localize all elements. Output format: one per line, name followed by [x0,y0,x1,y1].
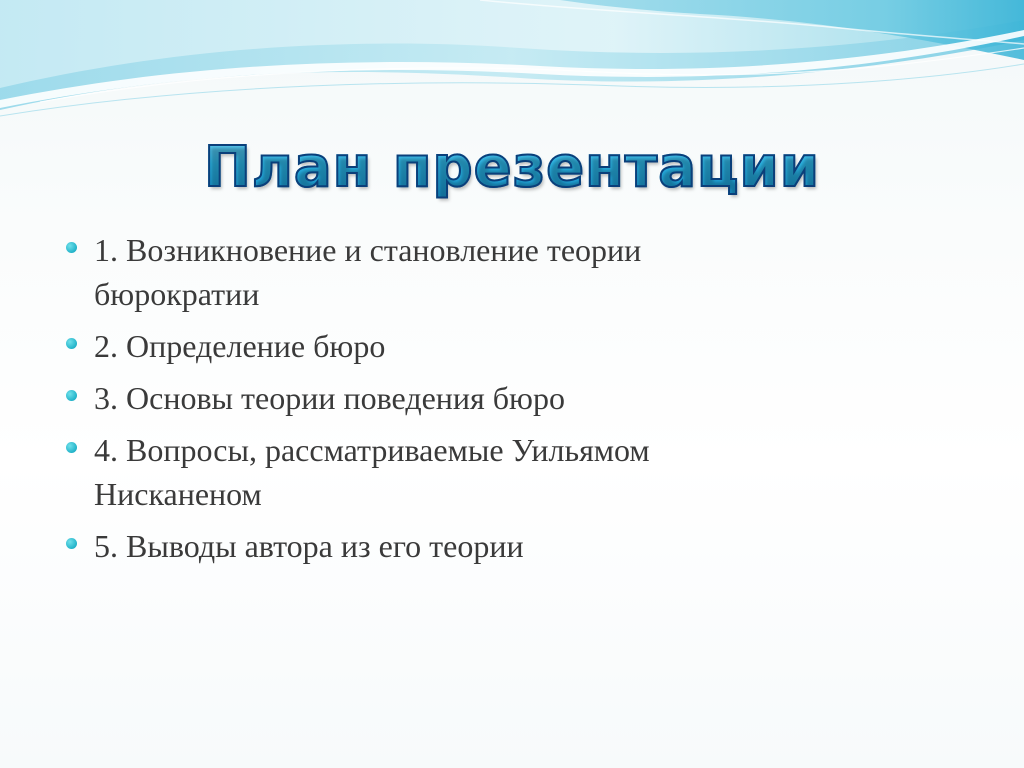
bullet-text: 4. Вопросы, рассматриваемые Уильямом Нисканеном [94,432,650,512]
bullet-dot-icon [66,242,77,253]
bullet-dot-icon [66,442,77,453]
bullet-text: 2. Определение бюро [94,328,386,364]
bullet-item-2 [66,324,786,368]
bullet-text: 5. Выводы автора из его теории [94,528,524,564]
bullet-item-3 [66,376,786,420]
bullet-item-4 [66,428,786,516]
bullet-dot-icon [66,538,77,549]
bullet-text: 1. Возникновение и становление теории бюрократии [94,232,642,312]
bullet-list [66,228,786,576]
slide-title: План презентации [0,128,1024,208]
bullet-item-5 [66,524,786,568]
bullet-item-1 [66,228,786,316]
bullet-dot-icon [66,390,77,401]
bullet-dot-icon [66,338,77,349]
wave-decoration [0,0,1024,130]
bullet-text: 3. Основы теории поведения бюро [94,380,565,416]
